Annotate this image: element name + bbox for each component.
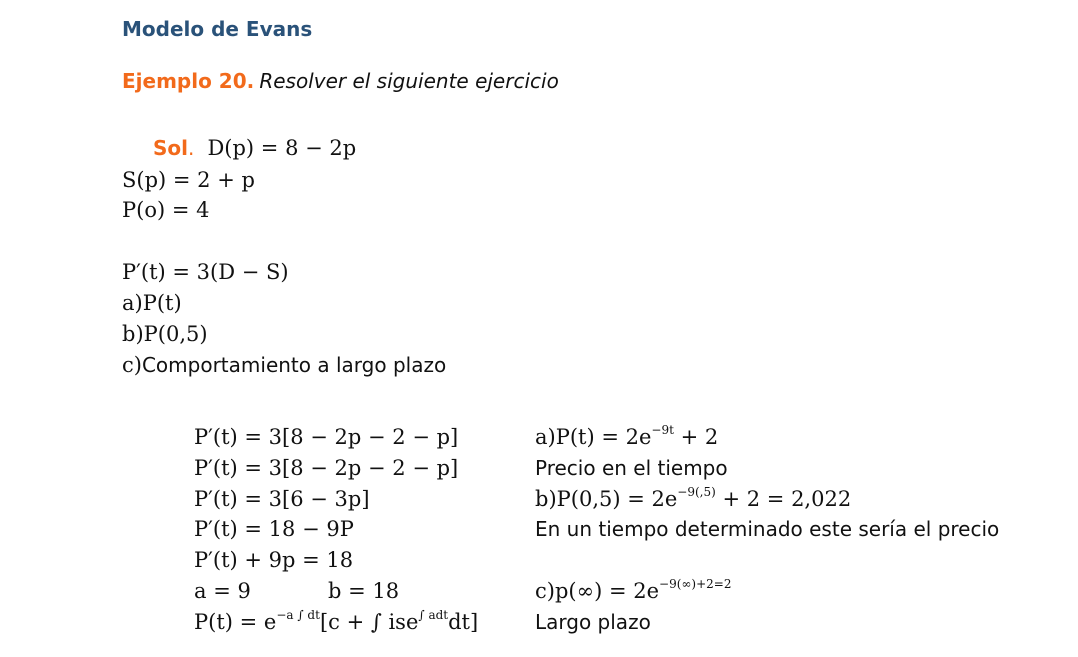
supply-equation: S(p) = 2 + p xyxy=(122,168,255,192)
item-a xyxy=(122,291,182,315)
result-b-note: En un tiempo determinado este sería el precio xyxy=(535,517,1000,541)
demand-equation: D(p) = 8 − 2p xyxy=(207,136,357,160)
result-b xyxy=(535,487,851,511)
step-5: P′(t) + 9p = 18 xyxy=(194,548,354,572)
item-b xyxy=(122,322,208,346)
item-a-content: P(t) xyxy=(142,291,182,315)
result-c-exp: −9(∞)+2=2 xyxy=(659,577,732,591)
item-a-prefix: a) xyxy=(122,291,143,315)
example-label: Ejemplo 20. xyxy=(122,69,255,93)
initial-price: P(o) = 4 xyxy=(122,198,210,222)
result-a-exp: −9t xyxy=(651,423,674,437)
result-a-note: Precio en el tiempo xyxy=(535,456,728,480)
coefficient-a: a = 9 xyxy=(194,579,251,603)
step-4: P′(t) = 18 − 9P xyxy=(194,517,354,541)
formula-lhs: P(t) = e xyxy=(194,610,277,634)
item-c-prefix: c) xyxy=(122,353,142,377)
item-b-content: P(0,5) xyxy=(143,322,208,346)
item-c-content: Comportamiento a largo plazo xyxy=(141,353,447,377)
step-3: P′(t) = 3[6 − 3p] xyxy=(194,487,370,511)
result-b-tail: + 2 = 2,022 xyxy=(715,487,852,511)
formula-exp2: ∫ adt xyxy=(418,608,449,622)
result-c-prefix: c) xyxy=(535,579,555,603)
result-c-note: Largo plazo xyxy=(535,610,651,634)
example-line xyxy=(122,69,559,93)
formula-end: dt] xyxy=(448,610,479,634)
step-2: P′(t) = 3[8 − 2p − 2 − p] xyxy=(194,456,459,480)
formula-exp1: −a ∫ dt xyxy=(276,608,320,622)
ode-equation: P′(t) = 3(D − S) xyxy=(122,260,289,284)
result-a-prefix: a) xyxy=(535,425,556,449)
solution-label: Sol xyxy=(153,136,188,160)
step-1: P′(t) = 3[8 − 2p − 2 − p] xyxy=(194,425,459,449)
solution-line xyxy=(153,136,356,160)
coefficient-b: b = 18 xyxy=(328,579,400,603)
solution-dot: . xyxy=(188,136,195,160)
result-c xyxy=(535,579,731,603)
item-c xyxy=(122,353,446,377)
formula-mid: [c + ∫ ise xyxy=(319,610,419,634)
result-b-prefix: b) xyxy=(535,487,557,511)
result-c-base: p(∞) = 2e xyxy=(554,579,660,603)
integrating-factor-formula xyxy=(194,610,478,634)
result-a xyxy=(535,425,718,449)
example-description: Resolver el siguiente ejercicio xyxy=(259,69,559,93)
result-a-base: P(t) = 2e xyxy=(555,425,652,449)
result-b-exp: −9(,5) xyxy=(677,485,716,499)
item-b-prefix: b) xyxy=(122,322,144,346)
result-a-tail: + 2 xyxy=(673,425,719,449)
page-title: Modelo de Evans xyxy=(122,17,313,41)
result-b-base: P(0,5) = 2e xyxy=(556,487,678,511)
